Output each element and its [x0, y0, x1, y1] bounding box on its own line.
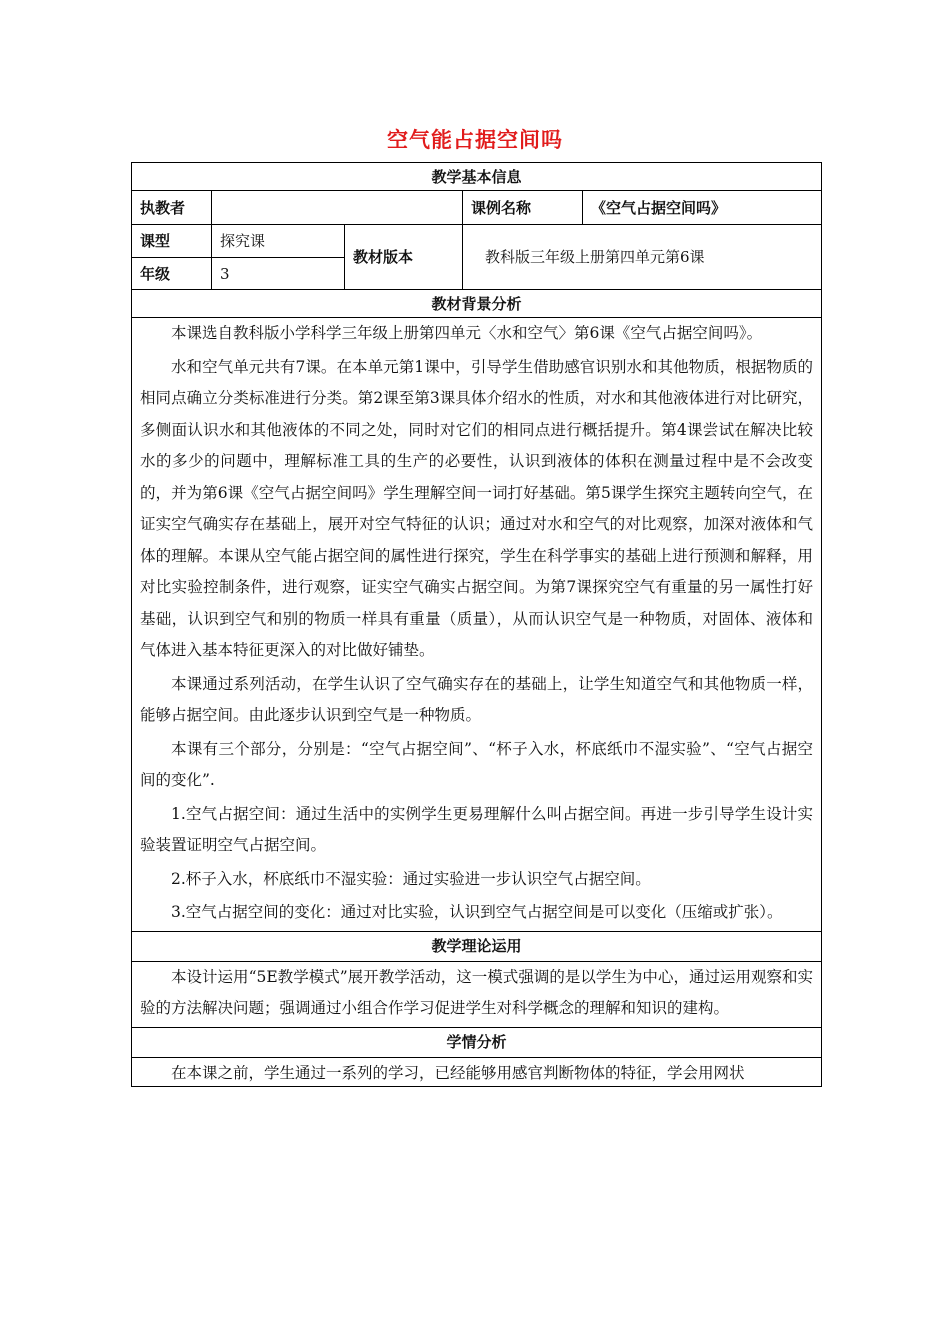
- background-paragraph: 水和空气单元共有7课。在本单元第1课中，引导学生借助感官识别水和其他物质，根据物质的相同点确立分类标准进行分类。第2课至第3课具体介绍水的性质，对水和其他液体进行对比研究，多侧面认识水和其他液体的不同之处，同时对它们的相同点进行概括提升。第4课尝试在解决比较水的多少的问题中，理解标准工具的生产的必要性，认识到液体的体积在测量过程中是不会改变的，并为第6课《空气占据空间吗》学生理解空间一词打好基础。第5课学生探究主题转向空气，在证实空气确实存在基础上，展开对空气特征的认识；通过对水和空气的对比观察，加深对液体和气体的理解。本课从空气能占据空间的属性进行探究，学生在科学事实的基础上进行预测和解释，用对比实验控制条件，进行观察，证实空气确实占据空间。为第7课探究空气有重量的另一属性打好基础，认识到空气和别的物质一样具有重量（质量），从而认识空气是一种物质，对固体、液体和气体进入基本特征更深入的对比做好铺垫。: [140, 357, 814, 659]
- grade-value: 3: [212, 258, 345, 290]
- type-value: 探究课: [212, 225, 345, 258]
- edition-value: 教科版三年级上册第四单元第6课: [463, 225, 822, 290]
- edition-label: 教材版本: [345, 225, 463, 290]
- grade-label: 年级: [132, 258, 212, 290]
- background-header: 教材背景分析: [132, 290, 822, 318]
- background-paragraph: 本课通过系列活动，在学生认识了空气确实存在的基础上，让学生知道空气和其他物质一样，能够占据空间。由此逐步认识到空气是一种物质。: [140, 674, 814, 724]
- learner-body: [132, 1057, 822, 1086]
- lesson-plan-table: [131, 162, 822, 1087]
- type-label: 课型: [132, 225, 212, 258]
- background-paragraph: 3.空气占据空间的变化：通过对比实验，认识到空气占据空间是可以变化（压缩或扩张）。: [171, 903, 783, 921]
- background-paragraph: 1.空气占据空间：通过生活中的实例学生更易理解什么叫占据空间。再进一步引导学生设计实验装置证明空气占据空间。: [140, 804, 814, 854]
- teacher-value: [212, 191, 463, 225]
- background-paragraph: 本课有三个部分，分别是：“空气占据空间”、“杯子入水，杯底纸巾不湿实验”、“空气占据空间的变化”.: [140, 739, 814, 789]
- teacher-label: 执教者: [132, 191, 212, 225]
- lesson-name-value: 《空气占据空间吗》: [583, 191, 822, 225]
- background-body: [132, 318, 822, 932]
- lesson-name-label: 课例名称: [463, 191, 583, 225]
- theory-body: [132, 961, 822, 1027]
- theory-header: 教学理论运用: [132, 931, 822, 961]
- learner-paragraph: 在本课之前，学生通过一系列的学习，已经能够用感官判断物体的特征，学会用网状: [171, 1063, 745, 1082]
- background-paragraph: 本课选自教科版小学科学三年级上册第四单元〈水和空气〉第6课《空气占据空间吗》。: [171, 324, 763, 342]
- theory-paragraph: 本设计运用“5E教学模式”展开教学活动，这一模式强调的是以学生为中心，通过运用观察和实验的方法解决问题；强调通过小组合作学习促进学生对科学概念的理解和知识的建构。: [140, 967, 814, 1017]
- learner-header: 学情分析: [132, 1027, 822, 1057]
- basic-info-header: 教学基本信息: [132, 163, 822, 191]
- background-paragraph: 2.杯子入水，杯底纸巾不湿实验：通过实验进一步认识空气占据空间。: [171, 869, 651, 888]
- document-title: 空气能占据空间吗: [387, 128, 563, 152]
